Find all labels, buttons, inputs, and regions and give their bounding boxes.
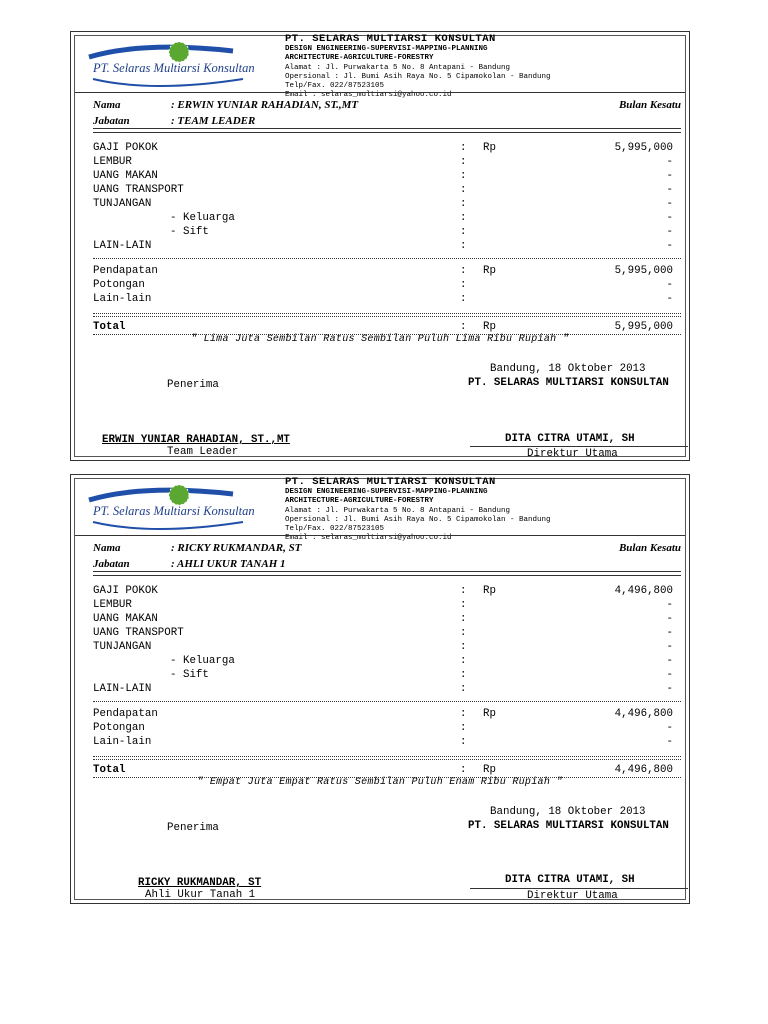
recipient-name: ERWIN YUNIAR RAHADIAN, ST.,MT bbox=[102, 434, 290, 446]
total-label: Total bbox=[93, 764, 126, 776]
colon: : bbox=[460, 599, 467, 611]
colon: : bbox=[460, 641, 467, 653]
dotted-separator bbox=[93, 701, 681, 702]
lembur-label: LEMBUR bbox=[93, 156, 132, 168]
dotted-separator bbox=[93, 313, 681, 314]
colon: : bbox=[460, 170, 467, 182]
jabatan-label: Jabatan bbox=[93, 115, 130, 127]
employee-position: : AHLI UKUR TANAH 1 bbox=[171, 558, 286, 570]
colon: : bbox=[460, 198, 467, 210]
uang-makan-amount: - bbox=[666, 613, 673, 625]
potongan-amount: - bbox=[666, 722, 673, 734]
lain-lain-sub-amount: - bbox=[666, 736, 673, 748]
lain-lain-sub-amount: - bbox=[666, 293, 673, 305]
director-title: Direktur Utama bbox=[527, 890, 618, 902]
colon: : bbox=[460, 226, 467, 238]
uang-transport-label: UANG TRANSPORT bbox=[93, 184, 184, 196]
total-label: Total bbox=[93, 321, 126, 333]
penerima-label: Penerima bbox=[167, 379, 219, 391]
company-signature: PT. SELARAS MULTIARSI KONSULTAN bbox=[468, 377, 669, 389]
uang-makan-label: UANG MAKAN bbox=[93, 170, 158, 182]
potongan-label: Potongan bbox=[93, 279, 145, 291]
month-label: Bulan Kesatu bbox=[618, 542, 681, 554]
uang-transport-amount: - bbox=[666, 184, 673, 196]
company-operational: Opersional : Jl. Bumi Asih Raya No. 5 Cipamokolan - Bandung bbox=[285, 72, 551, 81]
total-amount: 5,995,000 bbox=[614, 321, 673, 333]
lain-lain-sub-label: Lain-lain bbox=[93, 736, 152, 748]
rp-label: Rp bbox=[483, 265, 496, 277]
penerima-label: Penerima bbox=[167, 822, 219, 834]
company-name: PT. SELARAS MULTIARSI KONSULTAN bbox=[285, 476, 496, 488]
colon: : bbox=[460, 722, 467, 734]
company-name: PT. SELARAS MULTIARSI KONSULTAN bbox=[285, 33, 496, 45]
pendapatan-amount: 4,496,800 bbox=[614, 708, 673, 720]
issue-date: Bandung, 18 Oktober 2013 bbox=[490, 363, 646, 375]
nama-label: Nama bbox=[93, 542, 121, 554]
nama-label: Nama bbox=[93, 99, 121, 111]
uang-makan-amount: - bbox=[666, 170, 673, 182]
company-tagline: DESIGN ENGINEERING-SUPERVISI-MAPPING-PLANNING bbox=[285, 45, 488, 53]
colon: : bbox=[460, 212, 467, 224]
logo-text: PT. Selaras Multiarsi Konsultan bbox=[93, 504, 255, 518]
company-tagline: DESIGN ENGINEERING-SUPERVISI-MAPPING-PLANNING bbox=[285, 488, 488, 496]
amount-in-words: " Empat Juta Empat Ratus Sembilan Puluh Enam Ribu Rupiah " bbox=[197, 777, 563, 788]
lain-lain-label: LAIN-LAIN bbox=[93, 240, 152, 252]
company-logo bbox=[83, 39, 261, 91]
month-label: Bulan Kesatu bbox=[618, 99, 681, 111]
colon: : bbox=[460, 627, 467, 639]
rp-label: Rp bbox=[483, 764, 496, 776]
lain-lain-amount: - bbox=[666, 683, 673, 695]
dotted-separator bbox=[93, 756, 681, 757]
logo-text: PT. Selaras Multiarsi Konsultan bbox=[93, 61, 255, 75]
company-email: Email : selaras_multiarsi@yahoo.co.id bbox=[285, 91, 452, 100]
employee-position: : TEAM LEADER bbox=[171, 115, 256, 127]
potongan-label: Potongan bbox=[93, 722, 145, 734]
company-logo bbox=[83, 482, 261, 534]
company-signature: PT. SELARAS MULTIARSI KONSULTAN bbox=[468, 820, 669, 832]
gaji-pokok-label: GAJI POKOK bbox=[93, 142, 158, 154]
double-rule bbox=[93, 571, 681, 576]
colon: : bbox=[460, 655, 467, 667]
slip-inner-border bbox=[74, 478, 686, 900]
colon: : bbox=[460, 321, 467, 333]
header-divider bbox=[75, 92, 685, 93]
lembur-label: LEMBUR bbox=[93, 599, 132, 611]
header-divider bbox=[75, 535, 685, 536]
colon: : bbox=[460, 683, 467, 695]
lain-lain-amount: - bbox=[666, 240, 673, 252]
recipient-title: Ahli Ukur Tanah 1 bbox=[145, 889, 256, 901]
keluarga-amount: - bbox=[666, 655, 673, 667]
sift-amount: - bbox=[666, 669, 673, 681]
tunjangan-amount: - bbox=[666, 198, 673, 210]
colon: : bbox=[460, 184, 467, 196]
rp-label: Rp bbox=[483, 708, 496, 720]
lembur-amount: - bbox=[666, 599, 673, 611]
signature-line bbox=[470, 446, 688, 447]
colon: : bbox=[460, 764, 467, 776]
sift-amount: - bbox=[666, 226, 673, 238]
tunjangan-label: TUNJANGAN bbox=[93, 641, 152, 653]
lembur-amount: - bbox=[666, 156, 673, 168]
dotted-separator bbox=[93, 316, 681, 317]
lain-lain-label: LAIN-LAIN bbox=[93, 683, 152, 695]
colon: : bbox=[460, 156, 467, 168]
keluarga-label: - Keluarga bbox=[170, 212, 235, 224]
jabatan-label: Jabatan bbox=[93, 558, 130, 570]
uang-transport-label: UANG TRANSPORT bbox=[93, 627, 184, 639]
company-header bbox=[285, 34, 551, 101]
keluarga-label: - Keluarga bbox=[170, 655, 235, 667]
tunjangan-label: TUNJANGAN bbox=[93, 198, 152, 210]
potongan-amount: - bbox=[666, 279, 673, 291]
tunjangan-amount: - bbox=[666, 641, 673, 653]
rp-label: Rp bbox=[483, 585, 496, 597]
dotted-separator bbox=[93, 258, 681, 259]
double-rule bbox=[93, 128, 681, 133]
colon: : bbox=[460, 613, 467, 625]
amount-in-words: " Lima Juta Sembilan Ratus Sembilan Puluh Lima Ribu Rupiah " bbox=[190, 334, 570, 345]
gaji-pokok-label: GAJI POKOK bbox=[93, 585, 158, 597]
gaji-pokok-amount: 5,995,000 bbox=[614, 142, 673, 154]
signature-line bbox=[470, 888, 688, 889]
colon: : bbox=[460, 142, 467, 154]
pendapatan-amount: 5,995,000 bbox=[614, 265, 673, 277]
sift-label: - Sift bbox=[170, 226, 209, 238]
rp-label: Rp bbox=[483, 321, 496, 333]
recipient-title: Team Leader bbox=[167, 446, 239, 458]
uang-makan-label: UANG MAKAN bbox=[93, 613, 158, 625]
colon: : bbox=[460, 669, 467, 681]
keluarga-amount: - bbox=[666, 212, 673, 224]
director-name: DITA CITRA UTAMI, SH bbox=[505, 433, 635, 445]
company-address: Alamat : Jl. Purwakarta 5 No. 8 Antapani - Bandung bbox=[285, 506, 511, 515]
salary-slip-2 bbox=[70, 474, 690, 904]
pendapatan-label: Pendapatan bbox=[93, 708, 158, 720]
uang-transport-amount: - bbox=[666, 627, 673, 639]
employee-name: : ERWIN YUNIAR RAHADIAN, ST.,MT bbox=[171, 99, 359, 111]
dotted-separator bbox=[93, 759, 681, 760]
total-amount: 4,496,800 bbox=[614, 764, 673, 776]
company-header bbox=[285, 477, 551, 544]
director-title: Direktur Utama bbox=[527, 448, 618, 460]
lain-lain-sub-label: Lain-lain bbox=[93, 293, 152, 305]
colon: : bbox=[460, 736, 467, 748]
pendapatan-label: Pendapatan bbox=[93, 265, 158, 277]
colon: : bbox=[460, 585, 467, 597]
employee-name: : RICKY RUKMANDAR, ST bbox=[171, 542, 302, 554]
company-email: Email : selaras_multiarsi@yahoo.co.id bbox=[285, 534, 452, 543]
colon: : bbox=[460, 265, 467, 277]
issue-date: Bandung, 18 Oktober 2013 bbox=[490, 806, 646, 818]
company-tagline-2: ARCHITECTURE-AGRICULTURE-FORESTRY bbox=[285, 54, 434, 63]
salary-slip-1 bbox=[70, 31, 690, 461]
slip-inner-border bbox=[74, 33, 686, 460]
gaji-pokok-amount: 4,496,800 bbox=[614, 585, 673, 597]
sift-label: - Sift bbox=[170, 669, 209, 681]
colon: : bbox=[460, 240, 467, 252]
company-phone: Telp/Fax. 022/87523105 bbox=[285, 525, 385, 534]
company-tagline-2: ARCHITECTURE-AGRICULTURE-FORESTRY bbox=[285, 497, 434, 506]
company-address: Alamat : Jl. Purwakarta 5 No. 8 Antapani - Bandung bbox=[285, 63, 511, 72]
company-operational: Opersional : Jl. Bumi Asih Raya No. 5 Cipamokolan - Bandung bbox=[285, 515, 551, 524]
company-phone: Telp/Fax. 022/87523105 bbox=[285, 82, 385, 91]
recipient-name: RICKY RUKMANDAR, ST bbox=[138, 877, 262, 889]
colon: : bbox=[460, 293, 467, 305]
colon: : bbox=[460, 279, 467, 291]
colon: : bbox=[460, 708, 467, 720]
rp-label: Rp bbox=[483, 142, 496, 154]
director-name: DITA CITRA UTAMI, SH bbox=[505, 874, 635, 886]
